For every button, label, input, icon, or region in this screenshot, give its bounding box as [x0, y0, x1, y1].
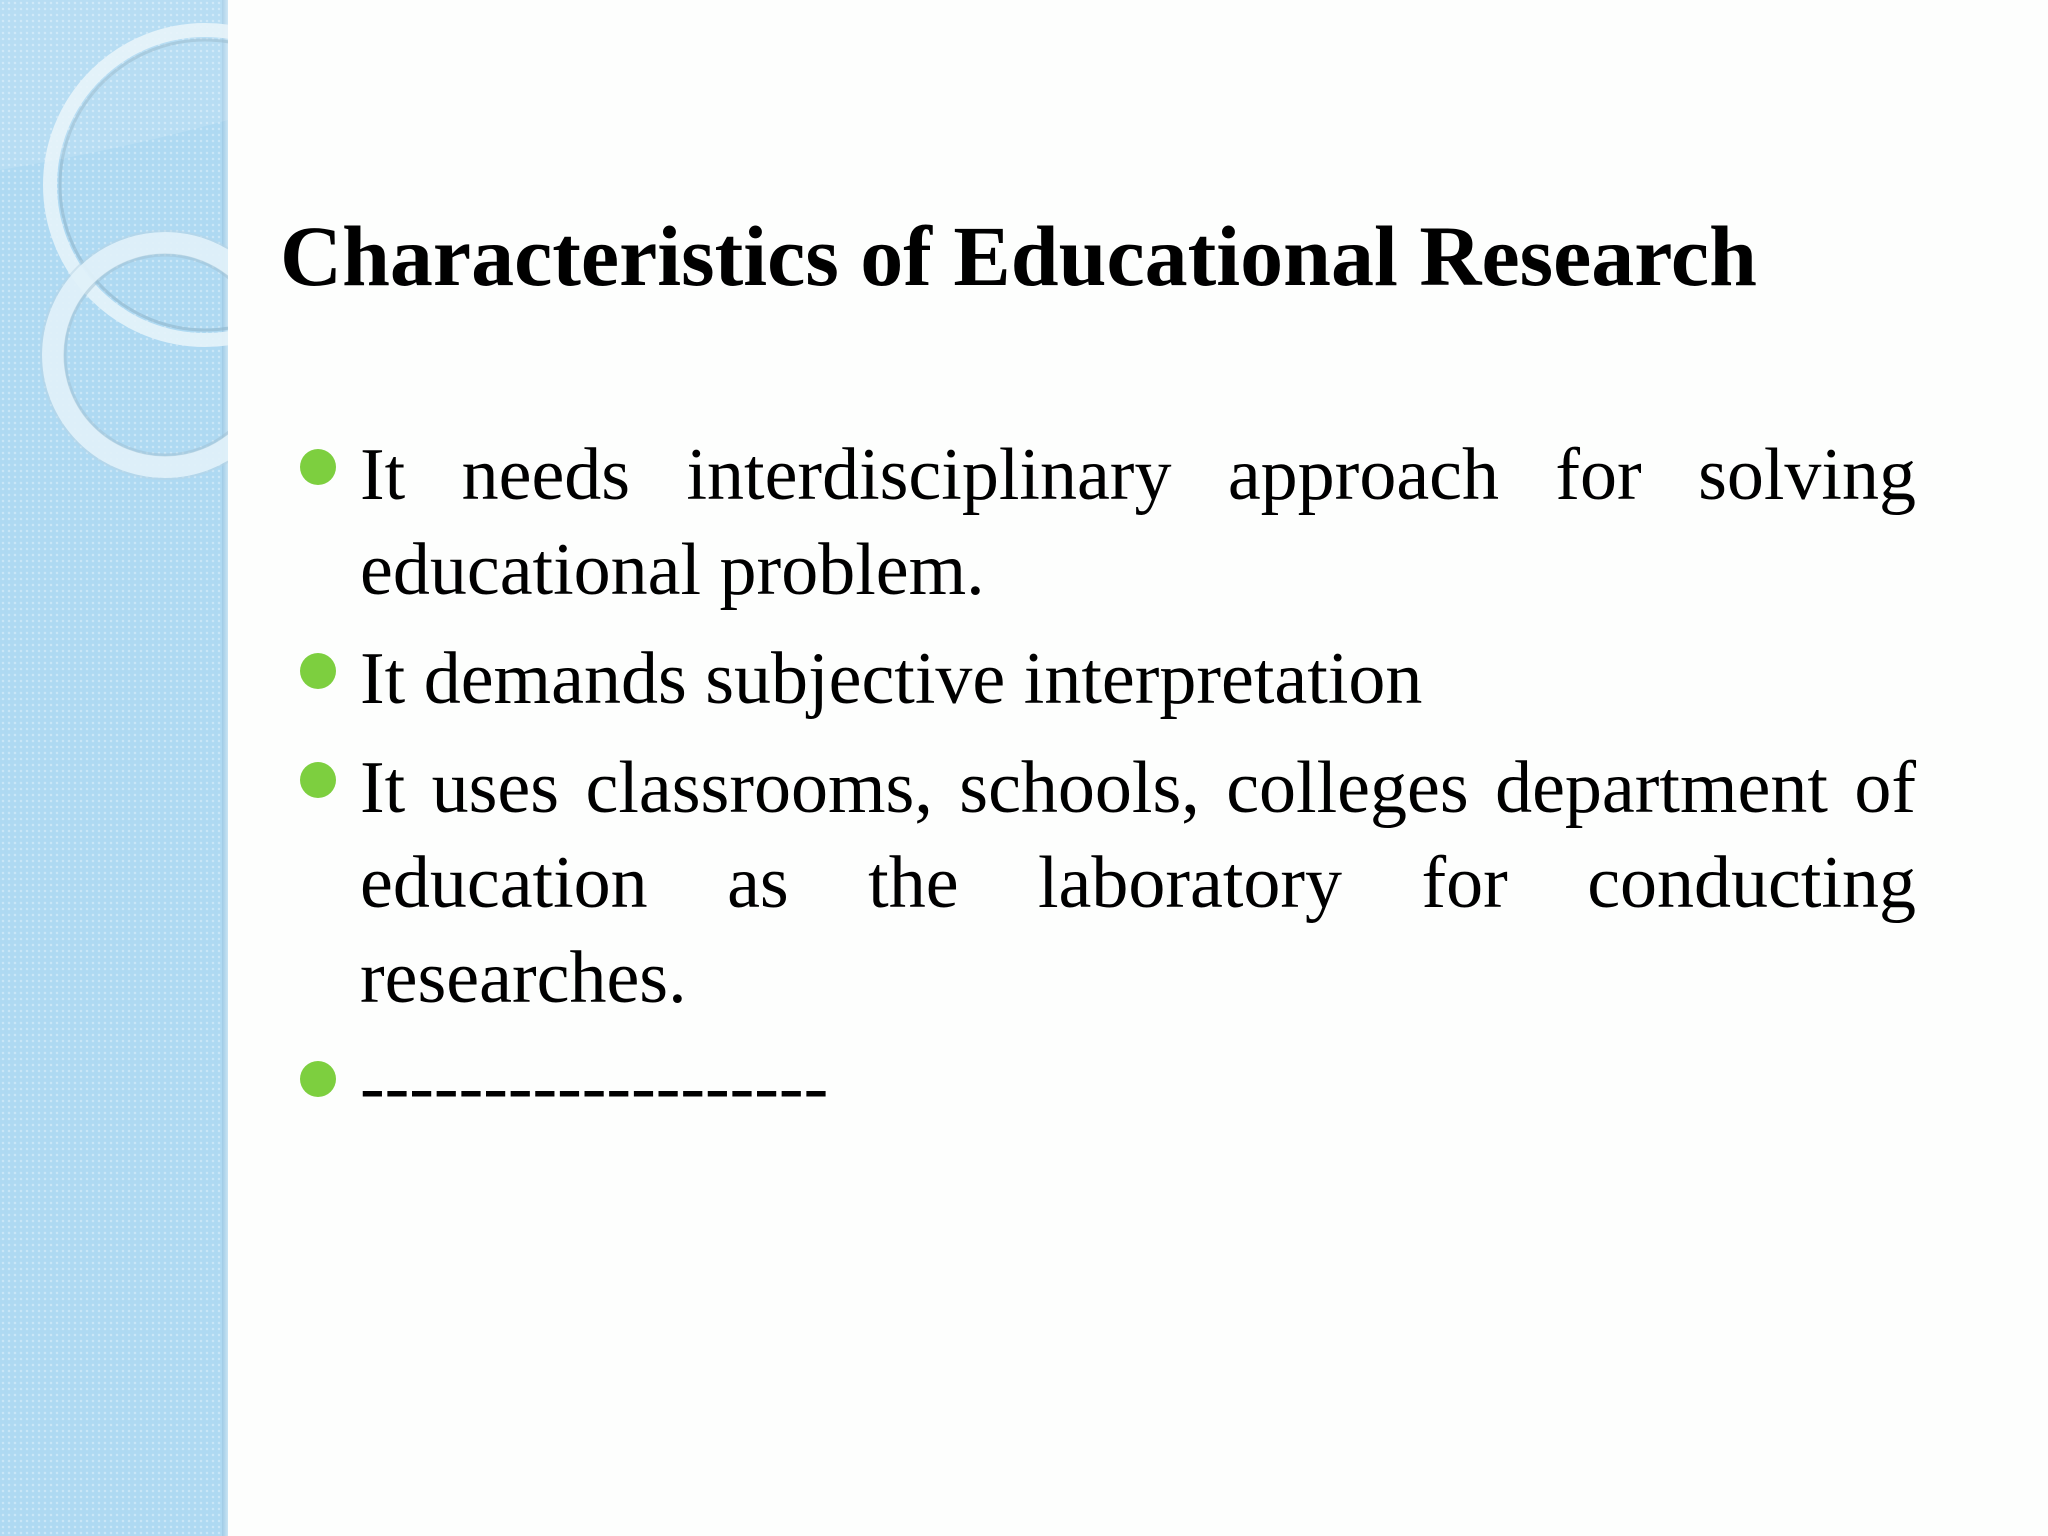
bullet-dot-icon — [300, 653, 336, 689]
list-item-text: It uses classrooms, schools, colleges department of education as the laboratory for conducting researches. — [360, 747, 1916, 1019]
list-item — [300, 428, 1916, 618]
list-item — [300, 741, 1916, 1026]
bullet-dot-icon — [300, 449, 336, 485]
list-item — [300, 632, 1916, 727]
decorative-rings — [0, 0, 228, 520]
page-title: Characteristics of Educational Research — [280, 208, 1757, 304]
bullet-dot-icon — [300, 1061, 336, 1097]
list-item-text: It demands subjective interpretation — [360, 638, 1423, 720]
list-item-text: ------------------- — [360, 1046, 829, 1128]
bullet-dot-icon — [300, 762, 336, 798]
list-item — [300, 1040, 1916, 1135]
list-item-text: It needs interdisciplinary approach for solving educational problem. — [360, 434, 1916, 611]
bullet-list — [300, 428, 1916, 1149]
